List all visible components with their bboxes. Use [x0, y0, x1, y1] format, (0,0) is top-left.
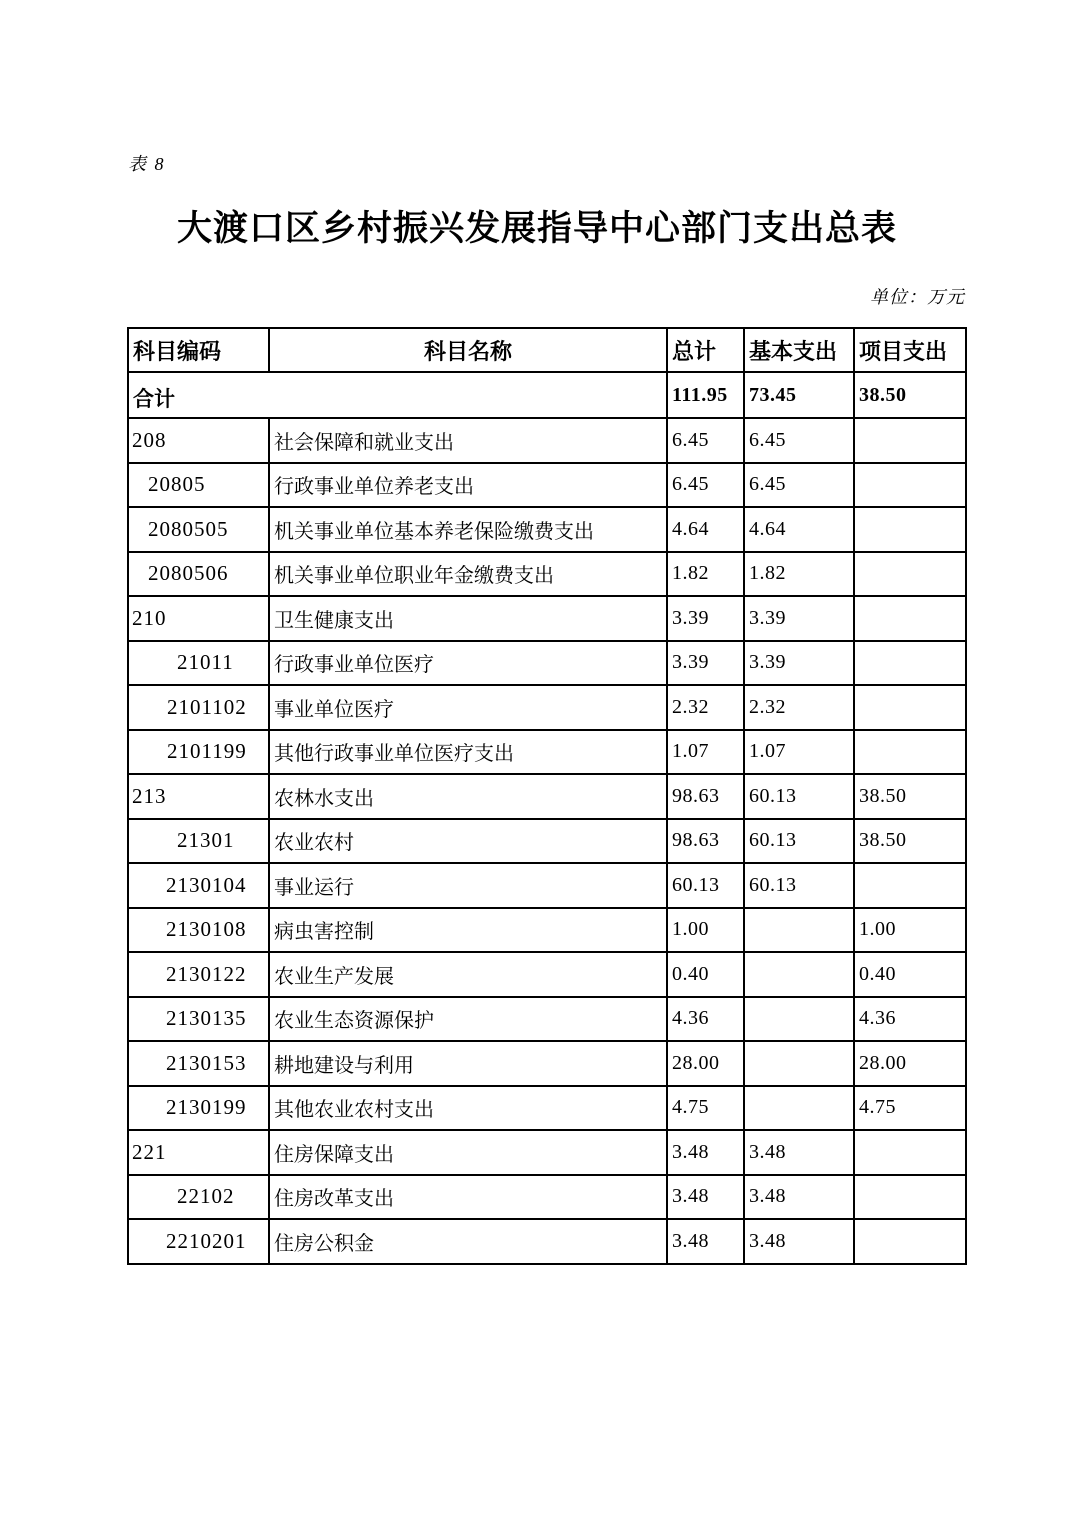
name-cell: 机关事业单位基本养老保险缴费支出 [269, 507, 667, 552]
code-cell: 2130199 [128, 1086, 269, 1131]
total-cell: 1.00 [667, 908, 744, 953]
code-cell: 210 [128, 596, 269, 641]
project-cell: 4.75 [854, 1086, 966, 1131]
table-row [128, 1130, 966, 1175]
basic-cell: 6.45 [744, 463, 854, 508]
total-cell: 4.64 [667, 507, 744, 552]
project-cell [854, 463, 966, 508]
project-cell [854, 1219, 966, 1264]
table-row [128, 997, 966, 1042]
name-cell: 农业农村 [269, 819, 667, 864]
name-cell: 住房公积金 [269, 1219, 667, 1264]
project-cell [854, 685, 966, 730]
code-cell: 2210201 [128, 1219, 269, 1264]
table-row [128, 863, 966, 908]
basic-cell: 2.32 [744, 685, 854, 730]
col-header-project: 项目支出 [854, 328, 966, 372]
total-cell: 0.40 [667, 952, 744, 997]
project-cell [854, 641, 966, 686]
project-cell: 38.50 [854, 774, 966, 819]
basic-cell: 6.45 [744, 418, 854, 463]
total-cell: 98.63 [667, 819, 744, 864]
total-cell: 3.39 [667, 596, 744, 641]
table-row [128, 1086, 966, 1131]
basic-cell [744, 908, 854, 953]
total-cell: 111.95 [667, 372, 744, 418]
basic-cell: 73.45 [744, 372, 854, 418]
table-row [128, 507, 966, 552]
code-cell: 2130122 [128, 952, 269, 997]
table-row [128, 596, 966, 641]
code-cell: 2080505 [128, 507, 269, 552]
project-cell: 28.00 [854, 1041, 966, 1086]
basic-cell: 60.13 [744, 819, 854, 864]
table-row [128, 730, 966, 775]
name-cell: 行政事业单位养老支出 [269, 463, 667, 508]
code-cell: 2130135 [128, 997, 269, 1042]
code-cell: 2080506 [128, 552, 269, 597]
project-cell: 38.50 [854, 819, 966, 864]
table-row [128, 1175, 966, 1220]
name-cell: 机关事业单位职业年金缴费支出 [269, 552, 667, 597]
name-cell: 社会保障和就业支出 [269, 418, 667, 463]
basic-cell: 3.48 [744, 1130, 854, 1175]
table-row [128, 463, 966, 508]
basic-cell: 3.39 [744, 596, 854, 641]
budget-table [127, 327, 967, 1265]
name-cell: 住房改革支出 [269, 1175, 667, 1220]
table-row [128, 952, 966, 997]
name-cell: 其他农业农村支出 [269, 1086, 667, 1131]
col-header-total: 总计 [667, 328, 744, 372]
total-cell: 60.13 [667, 863, 744, 908]
total-cell: 3.39 [667, 641, 744, 686]
code-cell: 2130153 [128, 1041, 269, 1086]
project-cell [854, 1175, 966, 1220]
total-cell: 4.36 [667, 997, 744, 1042]
table-row [128, 418, 966, 463]
basic-cell: 4.64 [744, 507, 854, 552]
code-cell: 2130104 [128, 863, 269, 908]
basic-cell [744, 997, 854, 1042]
project-cell [854, 552, 966, 597]
basic-cell: 3.48 [744, 1219, 854, 1264]
page-title: 大渡口区乡村振兴发展指导中心部门支出总表 [176, 209, 897, 248]
header-row [128, 328, 966, 372]
table-row [128, 1219, 966, 1264]
total-cell: 1.82 [667, 552, 744, 597]
code-cell: 20805 [128, 463, 269, 508]
total-cell: 1.07 [667, 730, 744, 775]
code-cell: 21011 [128, 641, 269, 686]
code-cell: 21301 [128, 819, 269, 864]
project-cell: 4.36 [854, 997, 966, 1042]
code-cell: 213 [128, 774, 269, 819]
basic-cell: 60.13 [744, 863, 854, 908]
table-row [128, 1041, 966, 1086]
basic-cell [744, 1086, 854, 1131]
total-cell: 3.48 [667, 1219, 744, 1264]
basic-cell: 1.07 [744, 730, 854, 775]
name-cell: 其他行政事业单位医疗支出 [269, 730, 667, 775]
name-cell: 住房保障支出 [269, 1130, 667, 1175]
project-cell [854, 507, 966, 552]
project-cell [854, 730, 966, 775]
basic-cell: 60.13 [744, 774, 854, 819]
table-row [128, 552, 966, 597]
total-cell: 2.32 [667, 685, 744, 730]
code-cell: 2101102 [128, 685, 269, 730]
name-cell: 病虫害控制 [269, 908, 667, 953]
col-header-name: 科目名称 [269, 328, 667, 372]
project-cell [854, 863, 966, 908]
table-row [128, 641, 966, 686]
code-cell: 221 [128, 1130, 269, 1175]
name-cell: 事业运行 [269, 863, 667, 908]
name-cell: 农业生产发展 [269, 952, 667, 997]
code-cell: 2101199 [128, 730, 269, 775]
total-cell: 6.45 [667, 418, 744, 463]
name-cell: 农林水支出 [269, 774, 667, 819]
project-cell [854, 1130, 966, 1175]
total-row-label: 合计 [128, 372, 667, 418]
basic-cell [744, 1041, 854, 1086]
project-cell: 0.40 [854, 952, 966, 997]
code-cell: 22102 [128, 1175, 269, 1220]
total-cell: 4.75 [667, 1086, 744, 1131]
total-cell: 3.48 [667, 1130, 744, 1175]
table-row [128, 908, 966, 953]
project-cell [854, 418, 966, 463]
basic-cell: 1.82 [744, 552, 854, 597]
basic-cell: 3.48 [744, 1175, 854, 1220]
basic-cell: 3.39 [744, 641, 854, 686]
code-cell: 2130108 [128, 908, 269, 953]
table-number-label: 表 8 [128, 154, 166, 174]
name-cell: 行政事业单位医疗 [269, 641, 667, 686]
table-row [128, 685, 966, 730]
name-cell: 耕地建设与利用 [269, 1041, 667, 1086]
code-cell: 208 [128, 418, 269, 463]
name-cell: 卫生健康支出 [269, 596, 667, 641]
name-cell: 农业生态资源保护 [269, 997, 667, 1042]
project-cell: 1.00 [854, 908, 966, 953]
table-row [128, 819, 966, 864]
name-cell: 事业单位医疗 [269, 685, 667, 730]
table-row [128, 774, 966, 819]
total-cell: 6.45 [667, 463, 744, 508]
total-row [128, 372, 966, 418]
basic-cell [744, 952, 854, 997]
col-header-basic: 基本支出 [744, 328, 854, 372]
total-cell: 98.63 [667, 774, 744, 819]
project-cell: 38.50 [854, 372, 966, 418]
total-cell: 3.48 [667, 1175, 744, 1220]
col-header-code: 科目编码 [128, 328, 269, 372]
unit-label: 单位：万元 [870, 287, 965, 307]
project-cell [854, 596, 966, 641]
total-cell: 28.00 [667, 1041, 744, 1086]
